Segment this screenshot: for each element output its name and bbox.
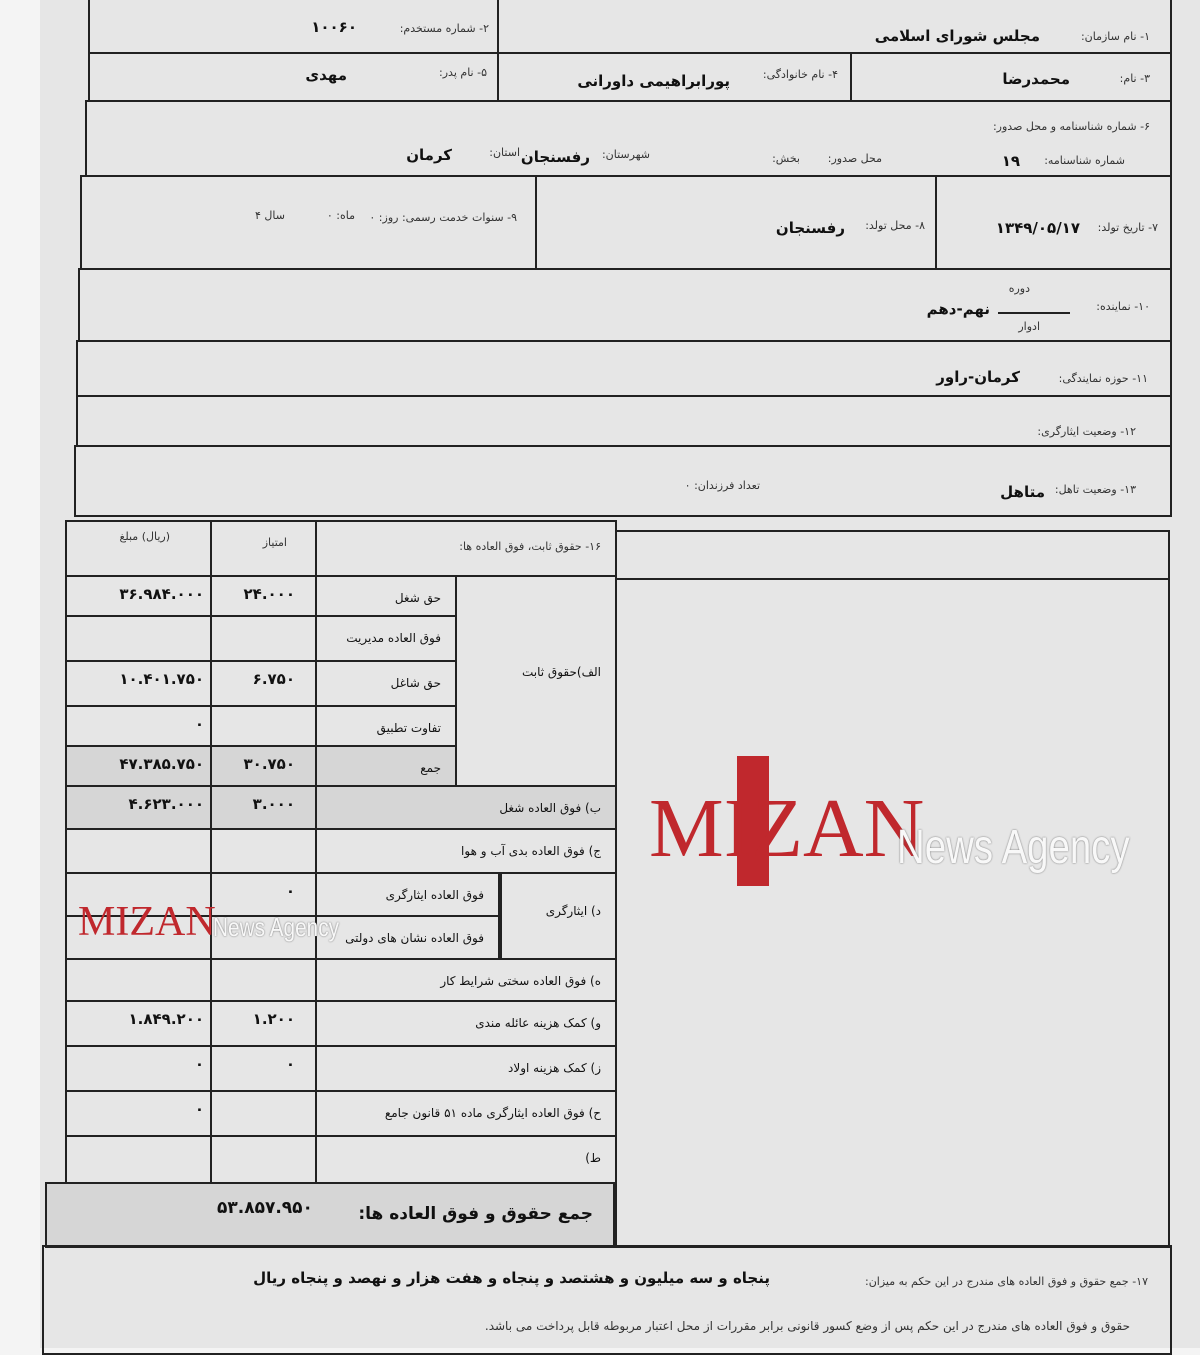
score-value: ۱.۲۰۰ bbox=[252, 1010, 295, 1028]
amount-value: ۱.۸۴۹.۲۰۰ bbox=[128, 1010, 204, 1028]
amount-value: ۰ bbox=[194, 715, 204, 733]
label: ۶- شماره شناسنامه و محل صدور: bbox=[992, 120, 1150, 133]
province-label: استان: bbox=[489, 146, 520, 159]
label: ۴- نام خانوادگی: bbox=[762, 68, 838, 81]
amount-cell bbox=[65, 615, 212, 662]
total-row bbox=[45, 1182, 615, 1248]
amount-cell bbox=[65, 745, 212, 787]
total-label: جمع حقوق و فوق العاده ها: bbox=[358, 1204, 593, 1224]
row-label: ح) فوق العاده ایثارگری ماده ۵۱ قانون جامع bbox=[384, 1106, 601, 1120]
value: متاهل bbox=[1000, 483, 1045, 501]
row-label: فوق العاده ایثارگری bbox=[385, 888, 484, 902]
group-label: الف)حقوق ثابت bbox=[521, 665, 601, 679]
header-title-label: ۱۶- حقوق ثابت، فوق العاده ها: bbox=[459, 540, 601, 553]
value: ۱۰۰۶۰ bbox=[311, 18, 357, 36]
label: ۲- شماره مستخدم: bbox=[399, 22, 489, 35]
score-value: ۶.۷۵۰ bbox=[252, 670, 295, 688]
field-birth-date bbox=[935, 175, 1172, 270]
label: ۵- نام پدر: bbox=[439, 66, 487, 79]
value: کرمان-راور bbox=[936, 368, 1020, 386]
field-service-years bbox=[80, 175, 537, 270]
amount-value: ۱۰.۴۰۱.۷۵۰ bbox=[119, 670, 204, 688]
row-label: ب) فوق العاده شغل bbox=[499, 801, 601, 815]
row-label: فوق العاده مدیریت bbox=[346, 631, 441, 645]
table-row-label bbox=[315, 705, 457, 747]
score-cell bbox=[210, 872, 317, 917]
row-label: ج) فوق العاده بدی آب و هوا bbox=[461, 844, 601, 858]
value: رفسنجان bbox=[775, 219, 845, 237]
score-cell bbox=[210, 660, 317, 707]
table-row-label bbox=[315, 1000, 617, 1047]
label: ۱۱- حوزه نمایندگی: bbox=[1058, 372, 1148, 385]
children: تعداد فرزندان: ۰ bbox=[684, 479, 760, 492]
table-row-label bbox=[315, 615, 457, 662]
label: ۱۷- جمع حقوق و فوق العاده های مندرج در این حکم به میزان: bbox=[864, 1275, 1148, 1288]
field-total-words bbox=[42, 1245, 1172, 1355]
value: نهم-دهم bbox=[926, 300, 990, 318]
value: پورابراهیمی داورانی bbox=[577, 72, 730, 90]
table-row-label bbox=[315, 915, 500, 960]
header-amount bbox=[65, 520, 212, 577]
right-empty-block bbox=[615, 530, 1170, 580]
label: ۹- سنوات خدمت رسمی: روز: ۰ bbox=[369, 211, 517, 224]
field-veteran-status bbox=[76, 395, 1172, 447]
amount-cell bbox=[65, 1045, 212, 1092]
table-row-label bbox=[315, 1090, 617, 1137]
value: پنجاه و سه میلیون و هشتصد و پنجاه و هفت هزار و نهصد و پنجاه ریال bbox=[253, 1269, 770, 1287]
table-row-label bbox=[315, 1135, 617, 1184]
row-label: حق شغل bbox=[394, 591, 441, 605]
score-cell bbox=[210, 705, 317, 747]
term-top: دوره bbox=[1008, 282, 1030, 295]
row-label: ز) کمک هزینه اولاد bbox=[508, 1061, 601, 1075]
header-title bbox=[315, 520, 617, 577]
label: ۱۲- وضعیت ایثارگری: bbox=[1037, 425, 1136, 438]
amount-cell bbox=[65, 1090, 212, 1137]
field-birth-place bbox=[535, 175, 937, 270]
city-value: رفسنجان bbox=[520, 148, 590, 166]
field-representative bbox=[78, 268, 1172, 342]
amount-cell bbox=[65, 1135, 212, 1184]
term-bottom: ادوار bbox=[1018, 320, 1040, 333]
place-label: محل صدور: bbox=[827, 152, 882, 165]
section-label: بخش: bbox=[772, 152, 800, 165]
field-constituency bbox=[76, 340, 1172, 397]
score-cell bbox=[210, 615, 317, 662]
row-label: فوق العاده نشان های دولتی bbox=[345, 931, 484, 945]
amount-cell bbox=[65, 958, 212, 1002]
watermark-brand: MIZAN bbox=[649, 782, 925, 875]
amount-cell bbox=[65, 575, 212, 617]
field-first-name bbox=[850, 52, 1172, 102]
score-value: ۰ bbox=[285, 1055, 295, 1073]
label: ۷- تاریخ تولد: bbox=[1097, 221, 1158, 234]
watermark-tagline: News Agency bbox=[897, 821, 1130, 874]
group-veteran bbox=[500, 872, 617, 960]
total-value: ۵۳.۸۵۷.۹۵۰ bbox=[217, 1198, 313, 1218]
label: ۱۰- نماینده: bbox=[1096, 300, 1150, 313]
score-cell bbox=[210, 575, 317, 617]
field-employee-number bbox=[88, 0, 499, 54]
score-cell bbox=[210, 785, 317, 830]
score-cell bbox=[210, 1090, 317, 1137]
year: سال ۴ bbox=[255, 209, 285, 222]
watermark-tagline-small: News Agency bbox=[213, 912, 340, 942]
label: ۳- نام: bbox=[1119, 72, 1150, 85]
label: ۱۳- وضعیت تاهل: bbox=[1054, 483, 1136, 496]
amount-cell bbox=[65, 828, 212, 874]
field-id-number bbox=[85, 100, 1172, 177]
field-organization bbox=[497, 0, 1172, 54]
row-label: ه) فوق العاده سختی شرایط کار bbox=[440, 974, 601, 988]
amount-value: ۴۷.۳۸۵.۷۵۰ bbox=[119, 755, 204, 773]
field-marital-status bbox=[74, 445, 1172, 517]
table-row-label bbox=[315, 872, 500, 917]
value: محمدرضا bbox=[1002, 70, 1070, 88]
amount-value: ۰ bbox=[194, 1100, 204, 1118]
id-value: ۱۹ bbox=[1001, 152, 1020, 170]
amount-cell bbox=[65, 785, 212, 830]
note: حقوق و فوق العاده های مندرج در این حکم پس از وضع کسور قانونی برابر مقررات از محل اعتبار مربوطه قابل پرداخت می باشد. bbox=[484, 1319, 1130, 1333]
table-row-label bbox=[315, 660, 457, 707]
right-blank-area bbox=[615, 578, 1170, 1248]
amount-cell bbox=[65, 705, 212, 747]
value: مجلس شورای اسلامی bbox=[874, 27, 1040, 45]
score-cell bbox=[210, 958, 317, 1002]
score-cell bbox=[210, 828, 317, 874]
header-amount-label: (ریال) مبلغ bbox=[119, 530, 170, 543]
table-row-label bbox=[315, 828, 617, 874]
table-row-label bbox=[315, 745, 457, 787]
header-score-label: امتیاز bbox=[262, 536, 287, 549]
amount-cell bbox=[65, 1000, 212, 1047]
score-value: ۳.۰۰۰ bbox=[252, 795, 295, 813]
table-row-label bbox=[315, 785, 617, 830]
amount-value: ۳۶.۹۸۴.۰۰۰ bbox=[119, 585, 204, 603]
score-value: ۲۴.۰۰۰ bbox=[243, 585, 295, 603]
value: مهدی bbox=[305, 66, 347, 84]
city-label: شهرستان: bbox=[601, 148, 650, 161]
score-cell bbox=[210, 1045, 317, 1092]
field-last-name bbox=[497, 52, 852, 102]
table-row-label bbox=[315, 958, 617, 1002]
province-value: کرمان bbox=[406, 146, 452, 164]
score-value: ۳۰.۷۵۰ bbox=[243, 755, 295, 773]
row-label: حق شاغل bbox=[390, 676, 441, 690]
label: ۸- محل تولد: bbox=[865, 219, 925, 232]
amount-value: ۰ bbox=[194, 1055, 204, 1073]
label: ۱- نام سازمان: bbox=[1080, 30, 1150, 43]
group-label: د) ایثارگری bbox=[545, 904, 601, 918]
row-label: و) کمک هزینه عائله مندی bbox=[475, 1016, 601, 1030]
score-cell bbox=[210, 1000, 317, 1047]
amount-value: ۴.۶۲۳.۰۰۰ bbox=[128, 795, 204, 813]
row-label: ط) bbox=[585, 1151, 601, 1165]
row-label: جمع bbox=[420, 761, 441, 775]
watermark-brand-small: MIZAN bbox=[78, 899, 216, 945]
score-cell bbox=[210, 745, 317, 787]
divider bbox=[998, 312, 1070, 314]
group-fixed-salary bbox=[455, 575, 617, 787]
field-father-name bbox=[88, 52, 499, 102]
value: ۱۳۴۹/۰۵/۱۷ bbox=[995, 219, 1080, 237]
month: ماه: ۰ bbox=[326, 209, 355, 222]
header-score bbox=[210, 520, 317, 577]
score-cell bbox=[210, 1135, 317, 1184]
row-label: تفاوت تطبیق bbox=[376, 721, 441, 735]
score-value: ۰ bbox=[285, 882, 295, 900]
table-row-label bbox=[315, 1045, 617, 1092]
id-label: شماره شناسنامه: bbox=[1044, 154, 1125, 167]
amount-cell bbox=[65, 660, 212, 707]
table-row-label bbox=[315, 575, 457, 617]
